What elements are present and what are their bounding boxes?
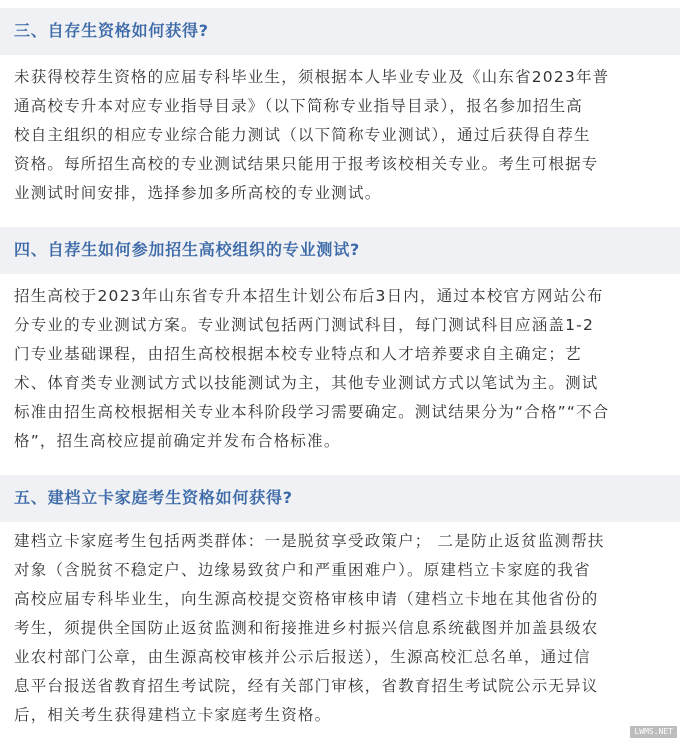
section-paragraph [14,282,666,456]
paragraph-line: 标准由招生高校根据相关专业本科阶段学习需要确定。测试结果分为“合格”“不合 [14,403,610,421]
paragraph-line: 通高校专升本对应专业指导目录》（以下简称专业指导目录），报名参加招生高 [14,97,584,115]
paragraph-line: 招生高校于2023年山东省专升本招生计划公布后3日内，通过本校官方网站公布 [14,287,604,305]
paragraph-line: 资格。每所招生高校的专业测试结果只能用于报考该校相关专业。考生可根据专 [14,155,599,173]
paragraph-line: 息平台报送省教育招生考试院，经有关部门审核，省教育招生考试院公示无异议 [14,677,599,695]
section-heading: 三、自存生资格如何获得? [14,21,209,40]
paragraph-line: 格”，招生高校应提前确定并发布合格标准。 [14,432,341,450]
paragraph-line: 门专业基础课程，由招生高校根据本校专业特点和人才培养要求自主确定；艺 [14,345,582,363]
paragraph-line: 考生，须提供全国防止返贫监测和衔接推进乡村振兴信息系统截图并加盖县级农 [14,619,599,637]
paragraph-line: 分专业的专业测试方案。专业测试包括两门测试科目，每门测试科目应涵盖1-2 [14,316,595,334]
paragraph-line: 对象（含脱贫不稳定户、边缘易致贫户和严重困难户）。原建档立卡家庭的我省 [14,561,591,579]
section-paragraph [14,527,666,730]
site-watermark: LWMS.NET [630,726,677,738]
paragraph-line: 未获得校荐生资格的应届专科毕业生，须根据本人毕业专业及《山东省2023年普 [14,68,610,86]
section-paragraph [14,63,666,208]
paragraph-line: 术、体育类专业测试方式以技能测试为主，其他专业测试方式以笔试为主。测试 [14,374,599,392]
section-heading: 四、自荐生如何参加招生高校组织的专业测试? [14,240,361,259]
section-heading: 五、建档立卡家庭考生资格如何获得? [14,488,293,507]
paragraph-line: 高校应届专科毕业生，向生源高校提交资格审核申请（建档立卡地在其他省份的 [14,590,599,608]
paragraph-line: 建档立卡家庭考生包括两类群体：一是脱贫享受政策户； 二是防止返贫监测帮扶 [14,532,605,550]
paragraph-line: 业测试时间安排，选择参加多所高校的专业测试。 [14,184,382,202]
paragraph-line: 业农村部门公章，由生源高校审核并公示后报送），生源高校汇总名单，通过信 [14,648,591,666]
paragraph-line: 后，相关考生获得建档立卡家庭考生资格。 [14,706,332,724]
paragraph-line: 校自主组织的相应专业综合能力测试（以下简称专业测试），通过后获得自荐生 [14,126,591,144]
